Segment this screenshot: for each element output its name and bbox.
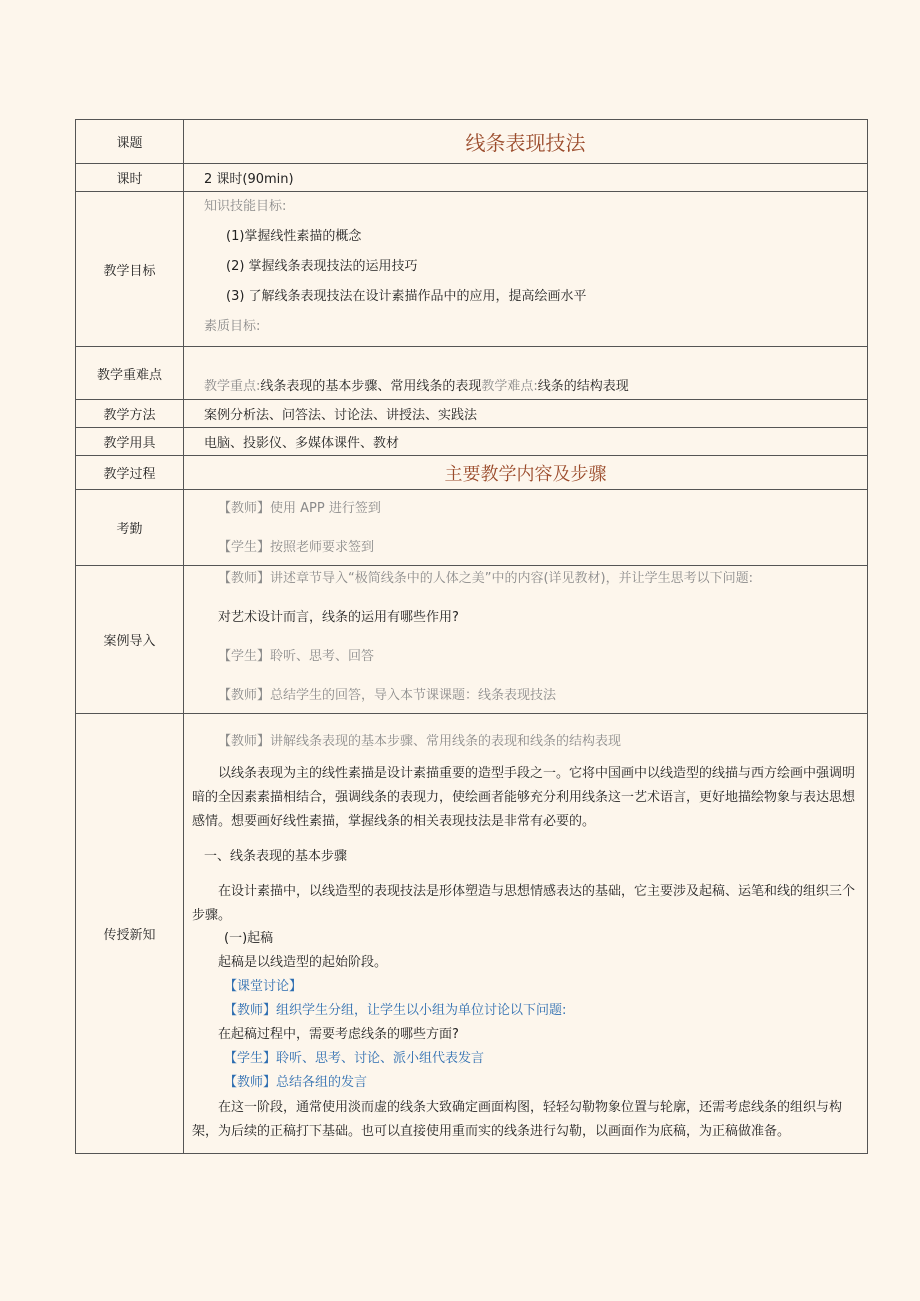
process-header: 主要教学内容及步骤 xyxy=(184,456,868,490)
difficult-prefix: 教学难点: xyxy=(481,379,538,394)
difficult-text: 线条的结构表现 xyxy=(537,379,629,394)
label-methods: 教学方法 xyxy=(76,400,184,428)
case-intro-content xyxy=(184,566,868,714)
label-case-intro: 案例导入 xyxy=(76,566,184,714)
key-text: 线条表现的基本步骤、常用线条的表现 xyxy=(260,379,482,394)
label-title: 课题 xyxy=(76,120,184,164)
goal-item-2: (2) 掌握线条表现技法的运用技巧 xyxy=(226,259,418,274)
goals-content xyxy=(184,192,868,347)
attendance-content xyxy=(184,490,868,566)
nk-teacher-intro: 【教师】讲解线条表现的基本步骤、常用线条的表现和线条的结构表现 xyxy=(218,734,622,749)
methods-value: 案例分析法、问答法、讨论法、讲授法、实践法 xyxy=(184,400,868,428)
case-student: 【学生】聆听、思考、回答 xyxy=(218,649,375,664)
label-hours: 课时 xyxy=(76,164,184,192)
label-key-points: 教学重难点 xyxy=(76,347,184,400)
row-tools xyxy=(76,428,868,456)
row-key-points xyxy=(76,347,868,400)
case-teacher-2: 【教师】总结学生的回答，导入本节课课题：线条表现技法 xyxy=(218,688,557,703)
goal-item-1: (1)掌握线性素描的概念 xyxy=(226,229,362,244)
lesson-plan-table xyxy=(75,119,868,1154)
row-goals xyxy=(76,192,868,347)
key-points-content xyxy=(184,347,868,400)
goal-item-3: (3) 了解线条表现技法在设计素描作品中的应用，提高绘画水平 xyxy=(226,289,587,304)
case-teacher-1: 【教师】讲述章节导入“极简线条中的人体之美”中的内容(详见教材)，并让学生思考以下问题: xyxy=(218,571,753,586)
row-methods xyxy=(76,400,868,428)
quality-heading: 素质目标: xyxy=(204,319,261,334)
nk-section-1: 一、线条表现的基本步骤 xyxy=(204,849,348,864)
row-attendance xyxy=(76,490,868,566)
label-new-knowledge: 传授新知 xyxy=(76,714,184,1154)
nk-teacher-group: 【教师】组织学生分组，让学生以小组为单位讨论以下问题: xyxy=(224,1003,567,1018)
key-prefix: 教学重点: xyxy=(204,379,261,394)
row-hours xyxy=(76,164,868,192)
label-attendance: 考勤 xyxy=(76,490,184,566)
label-process: 教学过程 xyxy=(76,456,184,490)
lesson-title: 线条表现技法 xyxy=(184,120,868,164)
case-question: 对艺术设计而言，线条的运用有哪些作用? xyxy=(218,610,459,625)
nk-discussion: 【课堂讨论】 xyxy=(224,979,303,994)
nk-para-1: 以线条表现为主的线性素描是设计素描重要的造型手段之一。它将中国画中以线造型的线描与西方绘画中强调明暗的全因素素描相结合，强调线条的表现力，使绘画者能够充分利用线条这一艺术语言，更好地描绘物象与表达思想感情。想要画好线性素描，掌握线条的相关表现技法是非常有必要的。 xyxy=(192,766,856,829)
nk-para-2: 在设计素描中，以线造型的表现技法是形体塑造与思想情感表达的基础，它主要涉及起稿、运笔和线的组织三个步骤。 xyxy=(192,884,856,923)
nk-discussion-question: 在起稿过程中，需要考虑线条的哪些方面? xyxy=(218,1027,459,1042)
row-new-knowledge xyxy=(76,714,868,1154)
nk-sub-1-text: 起稿是以线造型的起始阶段。 xyxy=(218,955,388,970)
attendance-teacher: 【教师】使用 APP 进行签到 xyxy=(218,501,381,516)
label-goals: 教学目标 xyxy=(76,192,184,347)
tools-value: 电脑、投影仪、多媒体课件、教材 xyxy=(184,428,868,456)
knowledge-heading: 知识技能目标: xyxy=(204,199,287,214)
label-tools: 教学用具 xyxy=(76,428,184,456)
row-process-header xyxy=(76,456,868,490)
nk-student-response: 【学生】聆听、思考、讨论、派小组代表发言 xyxy=(224,1051,485,1066)
row-case-intro xyxy=(76,566,868,714)
nk-para-3: 在这一阶段，通常使用淡而虚的线条大致确定画面构图，轻轻勾勒物象位置与轮廓，还需考虑线条的组织与构架，为后续的正稿打下基础。也可以直接使用重而实的线条进行勾勒，以画面作为底稿，为正稿做准备。 xyxy=(192,1100,843,1139)
new-knowledge-content xyxy=(184,714,868,1154)
nk-sub-1: (一)起稿 xyxy=(224,931,274,946)
nk-teacher-summary: 【教师】总结各组的发言 xyxy=(224,1075,368,1090)
row-title xyxy=(76,120,868,164)
attendance-student: 【学生】按照老师要求签到 xyxy=(218,540,375,555)
hours-value: 2 课时(90min) xyxy=(184,164,868,192)
